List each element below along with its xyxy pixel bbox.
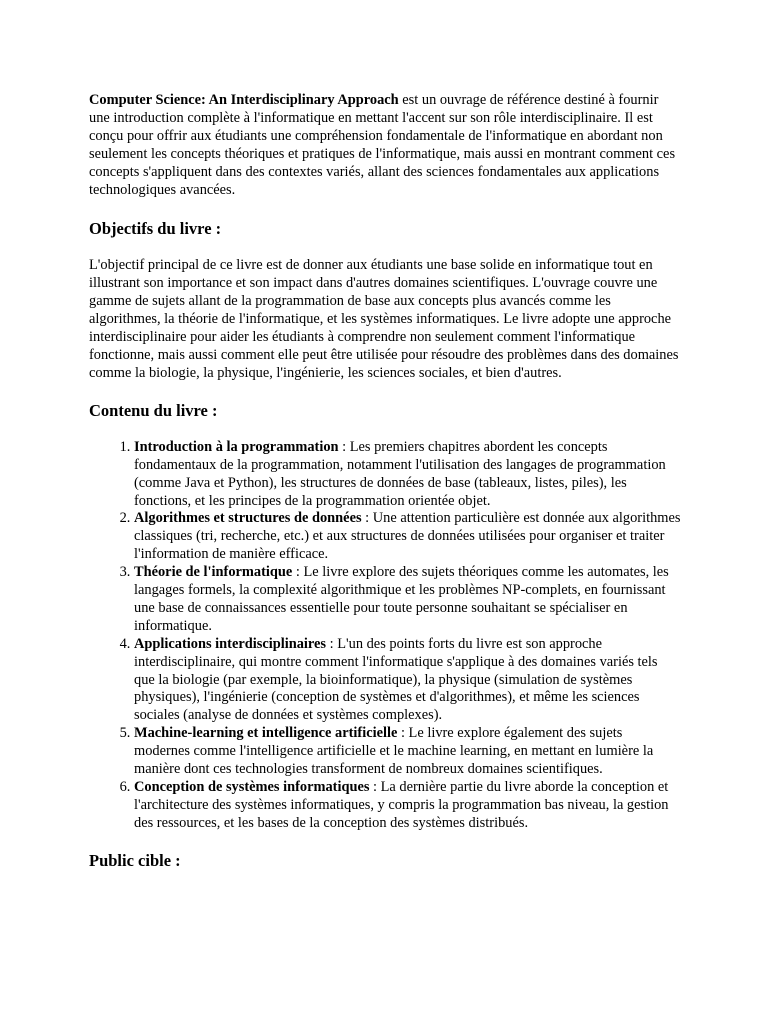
list-item-title: Machine-learning et intelligence artificielle: [134, 725, 398, 742]
list-item-text: : Les premiers chapitres abordent les concepts fondamentaux de la programmation, notamment l'utilisation des langages de programmation (comme Java et Python), les structures de données de base (tableaux, listes, piles), les fonctions, et les principes de la programmation orientée objet.: [134, 438, 666, 509]
list-item: [134, 725, 681, 779]
section-heading-public: Public cible :: [89, 850, 181, 870]
list-item-title: Applications interdisciplinaires: [134, 635, 327, 652]
list-item-text: : La dernière partie du livre aborde la conception et l'architecture des systèmes informatiques, y compris la programmation bas niveau, la gestion des ressources, et les bases de la conception des systèmes distribués.: [134, 779, 669, 831]
intro-paragraph: [89, 92, 681, 199]
list-item-text: : Le livre explore également des sujets modernes comme l'intelligence artificielle et le machine learning, en mettant en lumière la manière dont ces technologies transforment de nombreux domaines scientifiques.: [134, 725, 654, 778]
document-page: [89, 92, 681, 871]
contenu-list: [89, 439, 681, 833]
list-item-text: : Une attention particulière est donnée aux algorithmes classiques (tri, recherche, etc.) et aux structures de données utilisées pour organiser et traiter l'information de manière efficace.: [134, 510, 681, 563]
list-item: [134, 779, 681, 833]
list-item: [134, 439, 681, 511]
list-item: [134, 564, 681, 636]
list-item: [134, 636, 681, 726]
list-item-title: Conception de systèmes informatiques: [134, 779, 370, 795]
section-heading-contenu: Contenu du livre :: [89, 400, 218, 420]
objectifs-paragraph: L'objectif principal de ce livre est de donner aux étudiants une base solide en informatique tout en illustrant son importance et son impact dans d'autres domaines scientifiques. L'ouvrage couvre une gamme de sujets allant de la programmation de base aux concepts plus avancés comme les algorithmes, la théorie de l'informatique, et les systèmes informatiques. Le livre adopte une approche interdisciplinaire pour aider les étudiants à comprendre non seulement comment l'informatique fonctionne, mais aussi comment elle peut être utilisée pour résoudre des problèmes dans des domaines comme la biologie, la physique, l'ingénierie, les sciences sociales, et bien d'autres.: [89, 257, 679, 381]
list-item-title: Algorithmes et structures de données: [134, 510, 362, 527]
intro-text: est un ouvrage de référence destiné à fournir une introduction complète à l'informatique en mettant l'accent sur son rôle interdisciplinaire. Il est conçu pour offrir aux étudiants une compréhension fondamentale de l'informatique en abordant non seulement les concepts théoriques et pratiques de l'informatique, mais aussi en montrant comment ces concepts s'appliquent dans des contextes variés, allant des sciences fondamentales aux applications technologiques avancées.: [89, 92, 676, 198]
book-title: Computer Science: An Interdisciplinary Approach: [89, 92, 399, 108]
section-heading-objectifs: Objectifs du livre :: [89, 219, 222, 239]
list-item: [134, 510, 681, 564]
list-item-text: : L'un des points forts du livre est son approche interdisciplinaire, qui montre comment l'informatique s'applique à des domaines variés tels que la biologie (par exemple, la bioinformatique), la physique (simulation de systèmes physiques), l'ingénierie (conception de systèmes et d'algorithmes), et même les sciences sociales (analyse de données et systèmes complexes).: [134, 635, 658, 724]
list-item-title: Théorie de l'informatique: [134, 564, 293, 581]
list-item-title: Introduction à la programmation: [134, 438, 339, 455]
list-item-text: : Le livre explore des sujets théoriques comme les automates, les langages formels, la complexité algorithmique et les problèmes NP-complets, en fournissant une base de connaissances essentielle pour toute personne souhaitant se spécialiser en informatique.: [134, 564, 669, 634]
